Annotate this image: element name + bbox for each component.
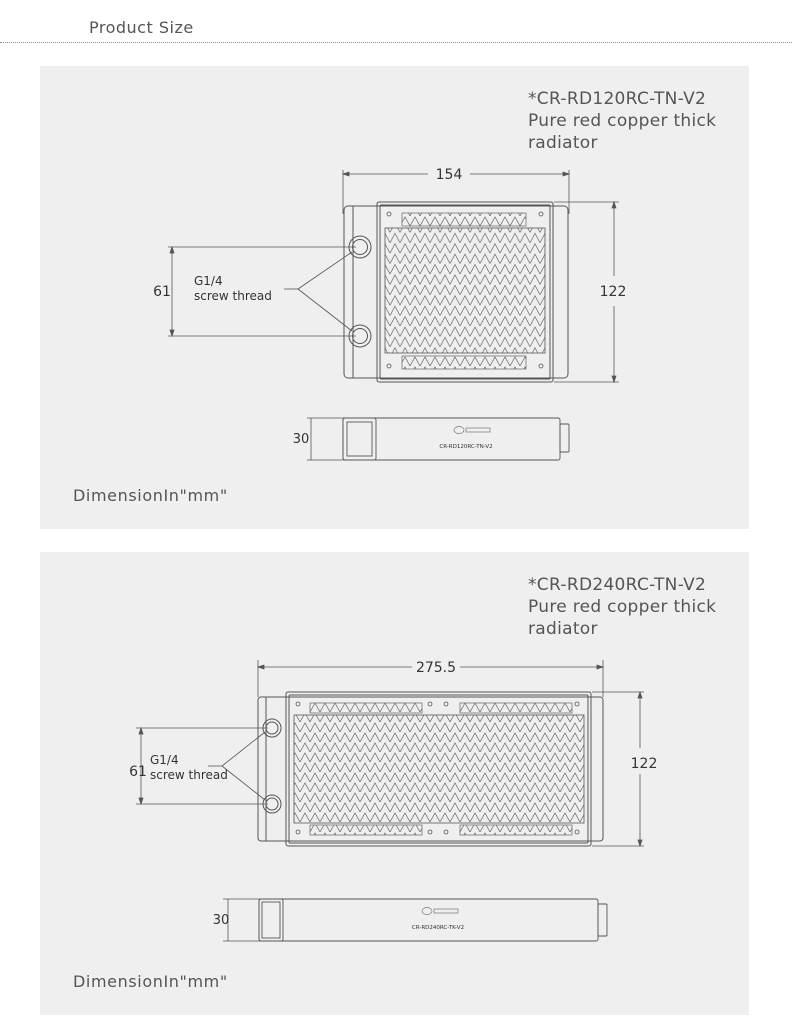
fin-strip-top-right	[460, 703, 572, 713]
model-caption	[528, 574, 716, 640]
dimension-note: DimensionIn"mm"	[73, 972, 228, 991]
brand-logo-icon	[454, 427, 490, 434]
model-description-line1: Pure red copper thick	[528, 597, 717, 617]
thread-callout-leader	[284, 252, 352, 331]
side-marking: CR-RD240RC-TK-V2	[411, 925, 465, 931]
side-marking: CR-RD120RC-TN-V2	[439, 444, 493, 450]
dimension-note: DimensionIn"mm"	[73, 486, 228, 505]
thread-label-line2: screw thread	[150, 768, 228, 782]
fin-strip-bottom	[402, 356, 526, 369]
model-description-line1: Pure red copper thick	[528, 111, 717, 131]
thread-label-line2: screw thread	[194, 289, 272, 303]
thread-callout-leader	[208, 732, 265, 800]
model-description-line2: radiator	[528, 133, 598, 153]
model-number: *CR-RD240RC-TN-V2	[528, 575, 707, 595]
width-label: 154	[435, 167, 463, 183]
thickness-dimension	[223, 899, 283, 941]
page-header	[0, 0, 792, 44]
port-spacing-label: 61	[129, 764, 147, 780]
height-label: 122	[630, 756, 658, 772]
model-description-line2: radiator	[528, 619, 598, 639]
side-view	[259, 899, 607, 941]
radiator-core	[385, 228, 545, 353]
thickness-label: 30	[212, 913, 230, 928]
fin-strip-top-left	[310, 703, 422, 713]
thread-label-line1: G1/4	[150, 753, 179, 767]
header-divider	[0, 42, 792, 43]
radiator-core	[294, 715, 584, 823]
fin-strip-top	[402, 213, 526, 226]
model-caption	[528, 88, 716, 154]
port-spacing-label: 61	[153, 284, 171, 300]
thickness-label: 30	[292, 432, 310, 447]
thickness-dimension	[307, 418, 376, 460]
width-label: 275.5	[415, 660, 457, 676]
side-view	[343, 418, 569, 460]
product-card-240	[40, 552, 749, 1015]
brand-logo-icon	[422, 908, 458, 915]
product-card-120	[40, 66, 749, 529]
fin-strip-bottom-right	[460, 825, 572, 835]
page-title: Product Size	[89, 18, 194, 37]
height-label: 122	[599, 284, 627, 300]
model-number: *CR-RD120RC-TN-V2	[528, 89, 707, 109]
fin-strip-bottom-left	[310, 825, 422, 835]
thread-label-line1: G1/4	[194, 274, 223, 288]
